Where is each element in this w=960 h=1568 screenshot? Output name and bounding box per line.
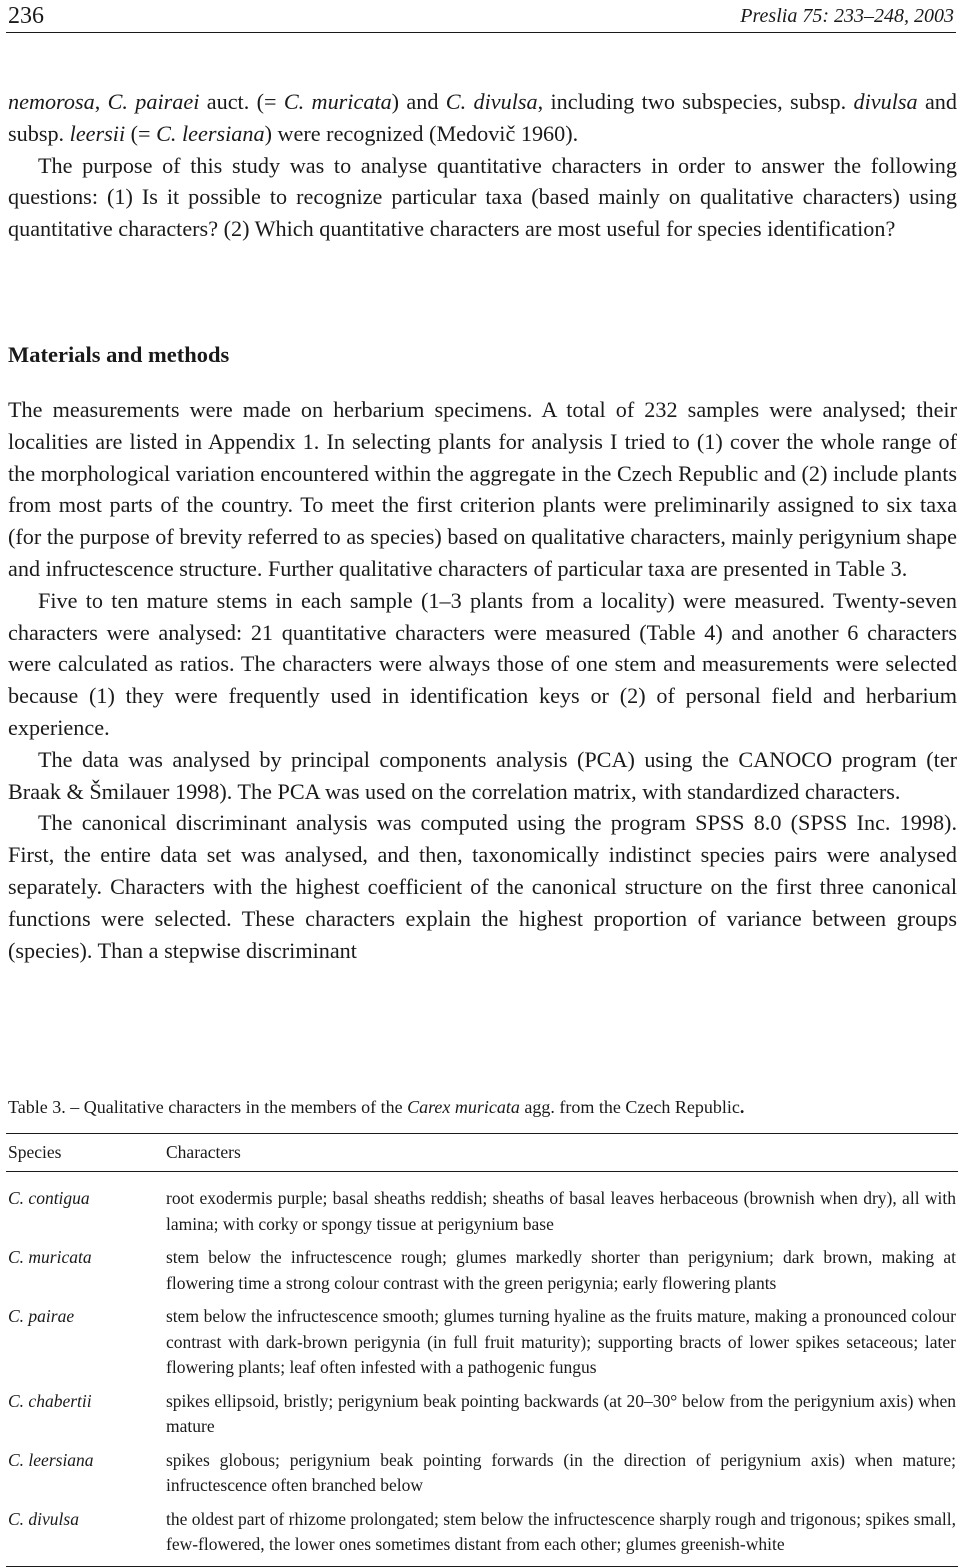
characters-cell: stem below the infructescence smooth; glumes turning hyaline as the fruits mature, making a pronounced colour contrast with dark-brown perigynia (in full fruit maturity); supporting bracts of lower spikes setaceous; later flowering plants; leaf often infested with a pathogenic fungus [166, 1306, 956, 1377]
taxon-name: C. leersiana [156, 120, 265, 146]
taxon-name: leersii [69, 120, 126, 146]
methods-paragraph: The canonical discriminant analysis was computed using the program SPSS 8.0 (SPSS Inc. 1998). First, the entire data set was analysed, and then, taxonomically indistinct species pairs were analysed separately. Characters with the highest coefficient of the canonical structure on the first three canonical functions were selected. These characters explain the highest proportion of variance between groups (species). Than a stepwise discriminant [8, 810, 957, 963]
caption-prefix: Table 3. – Qualitative characters in the members of the [8, 1097, 408, 1117]
characters-table [6, 1133, 958, 1567]
table-row [6, 1448, 958, 1499]
species-cell: C. pairae [8, 1306, 75, 1326]
species-cell: C. divulsa [8, 1508, 79, 1529]
caption-end: . [739, 1097, 745, 1117]
header-characters: Characters [166, 1142, 241, 1162]
taxon-name: C. muricata [283, 89, 392, 114]
caption-suffix: agg. from the Czech Republic [519, 1097, 740, 1117]
table-row [6, 1389, 958, 1440]
species-cell: C. chabertii [8, 1390, 92, 1411]
journal-citation: Preslia 75: 233–248, 2003 [740, 5, 954, 27]
header-species: Species [8, 1142, 62, 1162]
species-cell: C. leersiana [8, 1449, 94, 1470]
species-cell: C. muricata [8, 1247, 92, 1267]
methods-text [8, 394, 957, 966]
taxon-name: C. divulsa [445, 89, 538, 114]
table-row [6, 1186, 958, 1237]
table-body [6, 1172, 958, 1566]
intro-paragraph: nemorosa, C. pairaei auct. (= C. muricata) and C. divulsa, including two subspecies, subsp. divulsa and subsp. leersii (= C. leersiana) were recognized (Medovič 1960). [8, 89, 957, 146]
methods-paragraph: Five to ten mature stems in each sample (1–3 plants from a locality) were measured. Twenty-seven characters were analysed: 21 quantitative characters were measured (Table 4) and another 6 characters were calculated as ratios. The characters were always those of one stem and measurements were selected because (1) they were frequently used in identification keys or (2) of personal field and herbarium experience. [8, 587, 957, 740]
table-row [6, 1304, 958, 1381]
table-caption [8, 1097, 957, 1118]
methods-paragraph: The data was analysed by principal components analysis (PCA) using the CANOCO program (ter Braak & Šmilauer 1998). The PCA was used on the correlation matrix, with standardized characters. [8, 746, 957, 804]
page-header [6, 4, 956, 33]
table-header-row [6, 1134, 958, 1171]
taxon-name: nemorosa [8, 89, 95, 114]
characters-cell: spikes globous; perigynium beak pointing forwards (in the direction of perigynium axis) when mature; infructescence often branched below [166, 1449, 956, 1495]
species-cell: C. contigua [8, 1188, 90, 1208]
characters-cell: root exodermis purple; basal sheaths reddish; sheaths of basal leaves herbaceous (brownish when dry), all with lamina; with corky or spongy tissue at perigynium base [166, 1188, 956, 1234]
characters-cell: the oldest part of rhizome prolongated; stem below the infructescence sharply rough and trigonous; spikes small, few-flowered, the lower ones sometimes distant from each other; glumes greenish-white [166, 1508, 956, 1554]
characters-cell: spikes ellipsoid, bristly; perigynium beak pointing backwards (at 20–30° below from the perigynium axis) when mature [166, 1390, 956, 1436]
methods-paragraph: The measurements were made on herbarium specimens. A total of 232 samples were analysed; their localities are listed in Appendix 1. In selecting plants for analysis I tried to (1) cover the whole range of the morphological variation encountered within the aggregate in the Czech Republic and (2) include plants from most parts of the country. To meet the first criterion plants were preliminarily assigned to six taxa (for the purpose of brevity referred to as species) based on qualitative characters, mainly perigynium shape and infructescence structure. Further qualitative characters of particular taxa are presented in Table 3. [8, 397, 957, 581]
page-number: 236 [8, 3, 44, 29]
intro-paragraph: The purpose of this study was to analyse quantitative characters in order to answer the following questions: (1) Is it possible to recognize particular taxa (based mainly on qualitative characters) using quantitative characters? (2) Which quantitative characters are most useful for species identification? [8, 152, 957, 242]
taxon-name: C. pairaei [107, 89, 200, 114]
table-row [6, 1245, 958, 1296]
caption-taxon: Carex muricata [407, 1097, 520, 1117]
taxon-name: divulsa [853, 89, 918, 114]
intro-text [8, 86, 957, 245]
section-heading: Materials and methods [8, 342, 230, 367]
characters-cell: stem below the infructescence rough; glumes markedly shorter than perigynium; dark brown, making at flowering time a strong colour contrast with the green perigynia; early flowering plants [166, 1247, 956, 1293]
table-bottom-rule [6, 1566, 958, 1567]
table-row [6, 1507, 958, 1558]
